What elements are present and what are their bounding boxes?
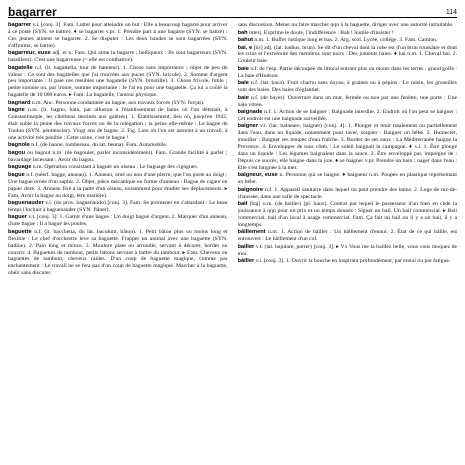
dictionary-entry bbox=[238, 80, 458, 94]
running-headword: bagarrer bbox=[8, 5, 57, 19]
entry-definition: v.i. [conj. 3]. Fam. Lutter pour atteindre un but : Elle a beaucoup bagarré pour arriver à ce poste (SYN. se battre). ♦ se bagarrer v.pr. 1. Prendre part à une bagarre (SYN. se battre) : Ces jeunes aiment se bagarrer. 2. Se disputer : Les deux bandes se sont bagarrées (SYN. s'affronter, se battre). bbox=[8, 22, 228, 49]
dictionary-entry bbox=[238, 258, 458, 265]
entry-headword: bagou bbox=[8, 149, 26, 156]
entry-headword: bagarrer bbox=[8, 22, 32, 28]
header-rule bbox=[8, 17, 457, 18]
entry-definition: n.f. (lat. baca). Fruit charnu sans noyau, à graines ou à pépins : Le raisin, les groseilles sont des baies. Des baies d'églantier. bbox=[237, 80, 457, 94]
dictionary-entry bbox=[238, 109, 458, 123]
entry-headword: baguenauder bbox=[8, 200, 44, 206]
entry-definition: n.m. 1. Buffet rustique long et bas. 2. Arg. scol. Lycée, collège. 3. Fam. Camion. bbox=[252, 37, 438, 43]
entry-definition: n.f. (it. bagattella, tour de bateleur). 1. Chose sans importance ; objet de peu de valeur : Ce sont des bagatelles que j'ai trouvées aux puces (SYN. bricole). 2. Somme d'argent peu importante : Il paie ces meubles une bagatelle (SYN. broutille). 3. Chose frivole, futile ; petite somme ou, par ironie, somme importante : Je l'ai eu pour une bagatelle. Ça lui a coûté la bagatelle de 10 000 euros. ▸ Fam. La bagatelle, l'amour physique. bbox=[8, 64, 228, 99]
entry-headword: baigner bbox=[237, 123, 259, 130]
dictionary-entry bbox=[8, 172, 228, 200]
entry-headword: bâillement bbox=[237, 229, 266, 236]
entry-headword: baguage bbox=[8, 164, 32, 171]
dictionary-entry bbox=[238, 187, 458, 201]
dictionary-entry bbox=[238, 22, 458, 29]
dictionary-entry bbox=[8, 200, 228, 214]
entry-headword: bailler bbox=[237, 243, 255, 250]
page-number: 114 bbox=[445, 8, 457, 16]
entry-definition: v.t. (lat. bajulare, porter) [conj. 3]. ▸ Vx Vous me la baillez belle, vous vous moquez de moi. bbox=[237, 243, 457, 257]
entry-definition: n.f. (it. bacchetta, du lat. baculum, bâton). 1. Petit bâton plus ou moins long et flexible : Le chef d'orchestre lève sa baguette. Frapper un animal avec une baguette (SYN. badine). 2. Pain long et mince. 3. Moulure plate ou arrondie, servant à décorer, border ou couvrir. 4. Baguettes de tambour, petits bâtons servant à battre du tambour. ▸ Fam. Cheveux en baguettes de tambour, cheveux raides. D'un coup de baguette magique, comme par enchantement : Le travail ne se fera pas d'un coup de baguette magique. Marcher à la baguette, obéir sans discuter. bbox=[8, 228, 228, 277]
entry-headword: baignoire bbox=[237, 186, 264, 193]
entry-headword: bagnard bbox=[8, 99, 31, 106]
dictionary-entry bbox=[8, 107, 228, 142]
entry-definition: n.f. 1. Appareil sanitaire dans lequel on peut prendre des bains. 2. Loge de rez-de-chaussée, dans une salle de spectacle. bbox=[237, 186, 457, 200]
entry-definition: n.m. Anc. Personne condamnée au bagne, aux travaux forcés (SYN. forçat). bbox=[30, 99, 205, 106]
entry-definition: v.t. [conj. 3]. 1. Garnir d'une bague : Un doigt bagué d'argent. 2. Marquer d'un anneau, d'une bague : Il a bagué les poules. bbox=[8, 214, 228, 228]
entry-headword: bagarreur, euse bbox=[8, 50, 51, 57]
entry-definition: ou bagout n.m. (de bagouler, parler inconsidérément). Fam. Grande facilité à parler ; bavardage incessant : Avoir du bagou. bbox=[8, 149, 228, 163]
dictionary-entry bbox=[8, 214, 228, 228]
entry-headword: baguer bbox=[8, 214, 27, 221]
entry-headword: baignade bbox=[237, 109, 263, 116]
dictionary-entry bbox=[8, 50, 228, 64]
entry-definition: n.m. Opération consistant à baguer un oiseau : Le baguage des cigognes. bbox=[31, 164, 199, 171]
entry-headword: bagatelle bbox=[8, 64, 33, 71]
entry-definition: adj. et n. Fam. Qui aime la bagarre ; belliqueux : Ils sont bagarreurs (SYN. batailleur). C'est une bagarreuse (= elle est combative). bbox=[8, 50, 228, 64]
entry-headword: baie bbox=[237, 65, 249, 72]
entry-headword: bah bbox=[237, 29, 248, 36]
dictionary-entry bbox=[238, 30, 458, 37]
dictionary-entry bbox=[238, 229, 458, 243]
entry-headword: bague bbox=[8, 171, 25, 178]
entry-definition: v.i. (du prov. baguenaudo) [conj. 3]. Fam. Se promener en s'attardant : Le beau temps l'incitait à baguenauder (SYN. flâner). bbox=[8, 200, 228, 213]
entry-definition: n.f. (de bayer). Ouverture dans un mur, fermée ou non par une fenêtre, une porte : Une baie vitrée. bbox=[237, 94, 457, 108]
entry-definition: n.f. 1. Action de se baigner : Baignade interdite. 2. Endroit où l'on peut se baigner : Cet endroit est une baignade surveillée. bbox=[237, 109, 457, 122]
entry-definition: n.f. (de banne, tombereau, du lat. benna). Fam. Automobile. bbox=[29, 142, 168, 149]
left-column bbox=[8, 22, 228, 463]
entry-headword: baie bbox=[237, 94, 249, 101]
entry-definition: n.f. de l'esp. Partie découpée du littoral entrant plus ou moins dans les terres ; grand golfe : La baie d'Hudson. bbox=[237, 65, 457, 79]
entry-headword: bail bbox=[237, 201, 248, 208]
entry-definition: n.m. (it. bagno, bain, par allusion à l'établissement de bains où l'on détenait, à Constantinople, les chrétiens destinés aux galères). 1. Établissement, lieu où, jusqu'en 1942, était subie la peine des travaux forcés ou de la relégation ; la peine elle-même : Le bagne de Toulon (SYN. pénitencier). Vingt ans de bagne. 2. Fig. Lieu où l'on est astreint à un travail, à une activité très pénible : Cette usine, c'est le bagne ! bbox=[8, 107, 228, 141]
dictionary-entry bbox=[238, 45, 458, 66]
right-column bbox=[238, 22, 458, 463]
dictionary-entry bbox=[8, 229, 228, 277]
dictionary-entry bbox=[8, 65, 228, 100]
entry-headword: bai, e bbox=[237, 44, 253, 51]
dictionary-entry bbox=[8, 164, 228, 171]
entry-definition: interj. Exprime le doute, l'indifférence : Bah ! inutile d'insister ! bbox=[247, 29, 394, 36]
entry-definition: [baj] n.m. (de bailler) [pl. baux]. Contrat par lequel le possesseur d'un bien en cède la jouissance à qqn pour un prix et un temps donnés : Signer un bail. Un bail commercial. ▸ Bail commercial, bail d'un local à usage commercial. Fam. Ça fait un bail ou il y a un bail, il y a longtemps. bbox=[237, 201, 457, 228]
entry-headword: bâiller bbox=[237, 258, 255, 265]
entry-headword: baguette bbox=[8, 228, 32, 235]
dictionary-entry bbox=[238, 201, 458, 229]
entry-headword: bagnole bbox=[8, 142, 30, 149]
dictionary-entry bbox=[238, 95, 458, 109]
entry-definition: n.m. 1. Action de bâiller : Un bâillement d'ennui. 2. État de ce qui bâille, est entrouvert : Le bâillement d'un col. bbox=[237, 229, 457, 243]
entry-definition: sans discussion. Mener ou faire marcher qqn à la baguette, diriger avec une autorité intraitable. bbox=[237, 22, 454, 28]
dictionary-entry bbox=[8, 142, 228, 149]
columns bbox=[8, 22, 457, 463]
dictionary-entry bbox=[238, 37, 458, 44]
dictionary-entry bbox=[8, 100, 228, 107]
dictionary-entry bbox=[8, 22, 228, 50]
entry-definition: [bɛ] adj. (lat. badius, brun). Se dit d'un cheval dont la robe est d'un brun roussâtre et dont les crins et l'extrémité des membres sont noirs : Des juments baies. ♦ bai n.m. 1. Cheval bai. 2. Couleur baie. bbox=[237, 44, 457, 65]
dictionary-entry bbox=[8, 150, 228, 164]
dictionary-entry bbox=[238, 244, 458, 258]
entry-headword: baie bbox=[237, 80, 249, 87]
dictionary-entry bbox=[238, 66, 458, 80]
dictionary-entry bbox=[238, 123, 458, 171]
entry-headword: baigneur, euse bbox=[237, 172, 278, 179]
entry-definition: v.i. [conj. 3]. 1. Ouvrir la bouche en inspirant profondément, par ennui ou par fatigue. bbox=[254, 258, 451, 265]
dictionary-entry bbox=[238, 172, 458, 186]
entry-definition: n. Personne qui se baigne. ♦ baigneur n.m. Poupée en plastique représentant un bébé. bbox=[237, 172, 457, 186]
entry-headword: bahut bbox=[237, 37, 253, 43]
entry-definition: n.f. (néerl. bagge, anneau). 1. Anneau, orné ou non d'une pierre, que l'on porte au doigt : Une bague ornée d'un saphir. 2. Objet, pièce mécanique en forme d'anneau : Bague de cigare en papier doré. 3. Anneau fixé à la patte d'un oiseau, notamment pour étudier ses déplacements. ▸ Fam. Avoir la bague au doigt, être marié(e). bbox=[8, 171, 228, 199]
entry-definition: v.t. (lat. balneare, baigner) [conj. 4]. 1. Plonger et tenir totalement ou partiellement dans l'eau, dans un liquide, notamment pour laver, soigner : Baigner un bébé. 2. Humecter, mouiller : Baigner ses tempes d'eau fraîche. 3. Border de ses eaux : La Méditerranée baigne la Provence. 4. Envelopper de tous côtés : Le soleil baignait la campagne. ♦ v.i. 1. Être plongé dans un liquide : Les légumes baignaient dans la sauce. 2. Être enveloppé par, imprégné de : Depuis ce succès, elle baigne dans la joie. ♦ se baigner v.pr. Prendre un bain ; nager dans l'eau : Elle s'est baignée à la mer. bbox=[237, 123, 457, 171]
entry-headword: bagne bbox=[8, 107, 25, 114]
